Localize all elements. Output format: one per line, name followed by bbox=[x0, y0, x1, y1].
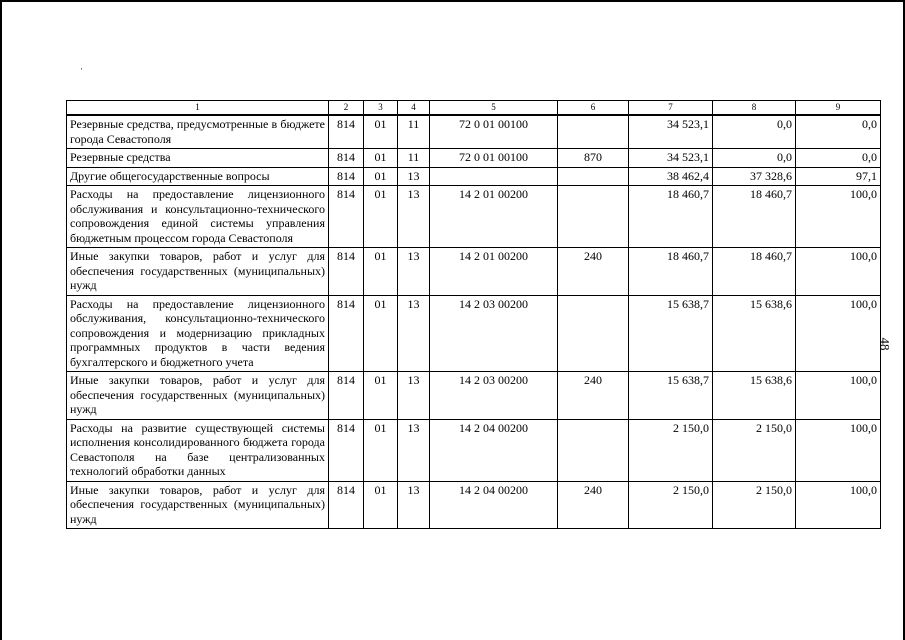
cell-planned: 2 150,0 bbox=[629, 419, 713, 481]
column-header: 1 bbox=[67, 101, 329, 116]
cell-percent: 100,0 bbox=[796, 186, 881, 248]
cell-subsection: 13 bbox=[398, 167, 430, 186]
cell-executed: 15 638,6 bbox=[713, 295, 796, 372]
row-name: Иные закупки товаров, работ и услуг для обеспечения государственных (муниципальных) нужд bbox=[67, 372, 329, 420]
column-header: 4 bbox=[398, 101, 430, 116]
cell-planned: 18 460,7 bbox=[629, 248, 713, 296]
column-header: 8 bbox=[713, 101, 796, 116]
cell-grbs: 814 bbox=[329, 481, 364, 529]
table-row bbox=[67, 186, 881, 248]
cell-executed: 0,0 bbox=[713, 115, 796, 149]
table-row bbox=[67, 248, 881, 296]
cell-planned: 34 523,1 bbox=[629, 149, 713, 168]
cell-expense-type bbox=[558, 295, 629, 372]
cell-grbs: 814 bbox=[329, 419, 364, 481]
cell-expense-type bbox=[558, 167, 629, 186]
cell-planned: 18 460,7 bbox=[629, 186, 713, 248]
cell-executed: 15 638,6 bbox=[713, 372, 796, 420]
cell-target-code: 14 2 03 00200 bbox=[430, 372, 558, 420]
cell-expense-type: 240 bbox=[558, 248, 629, 296]
cell-section: 01 bbox=[364, 419, 398, 481]
row-name: Расходы на предоставление лицензионного обслуживания и консультационно-технического сопровождения единой системы управления бюджетным процессом города Севастополя bbox=[67, 186, 329, 248]
cell-percent: 0,0 bbox=[796, 115, 881, 149]
cell-subsection: 13 bbox=[398, 186, 430, 248]
cell-target-code: 14 2 04 00200 bbox=[430, 481, 558, 529]
cell-percent: 100,0 bbox=[796, 248, 881, 296]
cell-percent: 0,0 bbox=[796, 149, 881, 168]
cell-subsection: 13 bbox=[398, 419, 430, 481]
table-row bbox=[67, 419, 881, 481]
table-row bbox=[67, 295, 881, 372]
cell-executed: 18 460,7 bbox=[713, 186, 796, 248]
cell-executed: 18 460,7 bbox=[713, 248, 796, 296]
row-name: Резервные средства bbox=[67, 149, 329, 168]
cell-grbs: 814 bbox=[329, 372, 364, 420]
cell-expense-type: 240 bbox=[558, 372, 629, 420]
cell-target-code: 72 0 01 00100 bbox=[430, 149, 558, 168]
cell-planned: 2 150,0 bbox=[629, 481, 713, 529]
cell-expense-type bbox=[558, 115, 629, 149]
row-name: Резервные средства, предусмотренные в бюджете города Севастополя bbox=[67, 115, 329, 149]
cell-section: 01 bbox=[364, 167, 398, 186]
table-row bbox=[67, 149, 881, 168]
cell-grbs: 814 bbox=[329, 149, 364, 168]
page-number: 48 bbox=[877, 337, 893, 351]
header-row bbox=[67, 101, 881, 116]
cell-target-code: 14 2 04 00200 bbox=[430, 419, 558, 481]
cell-grbs: 814 bbox=[329, 186, 364, 248]
cell-subsection: 13 bbox=[398, 481, 430, 529]
cell-percent: 97,1 bbox=[796, 167, 881, 186]
cell-planned: 15 638,7 bbox=[629, 295, 713, 372]
cell-executed: 2 150,0 bbox=[713, 419, 796, 481]
cell-planned: 34 523,1 bbox=[629, 115, 713, 149]
cell-executed: 37 328,6 bbox=[713, 167, 796, 186]
cell-section: 01 bbox=[364, 248, 398, 296]
cell-expense-type bbox=[558, 186, 629, 248]
cell-section: 01 bbox=[364, 295, 398, 372]
table-row bbox=[67, 481, 881, 529]
budget-table bbox=[66, 100, 881, 529]
cell-grbs: 814 bbox=[329, 115, 364, 149]
cell-expense-type: 240 bbox=[558, 481, 629, 529]
cell-section: 01 bbox=[364, 186, 398, 248]
column-header: 3 bbox=[364, 101, 398, 116]
column-header: 7 bbox=[629, 101, 713, 116]
cell-planned: 38 462,4 bbox=[629, 167, 713, 186]
cell-section: 01 bbox=[364, 372, 398, 420]
cell-percent: 100,0 bbox=[796, 481, 881, 529]
cell-percent: 100,0 bbox=[796, 372, 881, 420]
cell-expense-type: 870 bbox=[558, 149, 629, 168]
cell-target-code bbox=[430, 167, 558, 186]
row-name: Расходы на развитие существующей системы исполнения консолидированного бюджета города Севастополя на базе централизованных технологий обработки данных bbox=[67, 419, 329, 481]
table-row bbox=[67, 167, 881, 186]
row-name: Иные закупки товаров, работ и услуг для обеспечения государственных (муниципальных) нужд bbox=[67, 248, 329, 296]
cell-subsection: 11 bbox=[398, 149, 430, 168]
cell-percent: 100,0 bbox=[796, 419, 881, 481]
column-header: 9 bbox=[796, 101, 881, 116]
cell-grbs: 814 bbox=[329, 167, 364, 186]
cell-section: 01 bbox=[364, 481, 398, 529]
cell-percent: 100,0 bbox=[796, 295, 881, 372]
column-header: 5 bbox=[430, 101, 558, 116]
table-row bbox=[67, 372, 881, 420]
cell-target-code: 14 2 03 00200 bbox=[430, 295, 558, 372]
cell-subsection: 11 bbox=[398, 115, 430, 149]
cell-section: 01 bbox=[364, 115, 398, 149]
cell-grbs: 814 bbox=[329, 295, 364, 372]
table-row bbox=[67, 115, 881, 149]
cell-planned: 15 638,7 bbox=[629, 372, 713, 420]
cell-grbs: 814 bbox=[329, 248, 364, 296]
cell-target-code: 14 2 01 00200 bbox=[430, 186, 558, 248]
cell-expense-type bbox=[558, 419, 629, 481]
scan-speck: · bbox=[80, 64, 83, 74]
column-header: 2 bbox=[329, 101, 364, 116]
row-name: Иные закупки товаров, работ и услуг для обеспечения государственных (муниципальных) нужд bbox=[67, 481, 329, 529]
cell-subsection: 13 bbox=[398, 295, 430, 372]
cell-section: 01 bbox=[364, 149, 398, 168]
cell-subsection: 13 bbox=[398, 372, 430, 420]
cell-executed: 0,0 bbox=[713, 149, 796, 168]
cell-target-code: 72 0 01 00100 bbox=[430, 115, 558, 149]
row-name: Расходы на предоставление лицензионного обслуживания, консультационно-технического сопровождения и модернизацию прикладных программных продуктов в части ведения бухгалтерского и бюджетного учета bbox=[67, 295, 329, 372]
row-name: Другие общегосударственные вопросы bbox=[67, 167, 329, 186]
column-header: 6 bbox=[558, 101, 629, 116]
cell-target-code: 14 2 01 00200 bbox=[430, 248, 558, 296]
page-border-top bbox=[0, 0, 905, 2]
page-border-left bbox=[0, 0, 2, 640]
cell-executed: 2 150,0 bbox=[713, 481, 796, 529]
cell-subsection: 13 bbox=[398, 248, 430, 296]
